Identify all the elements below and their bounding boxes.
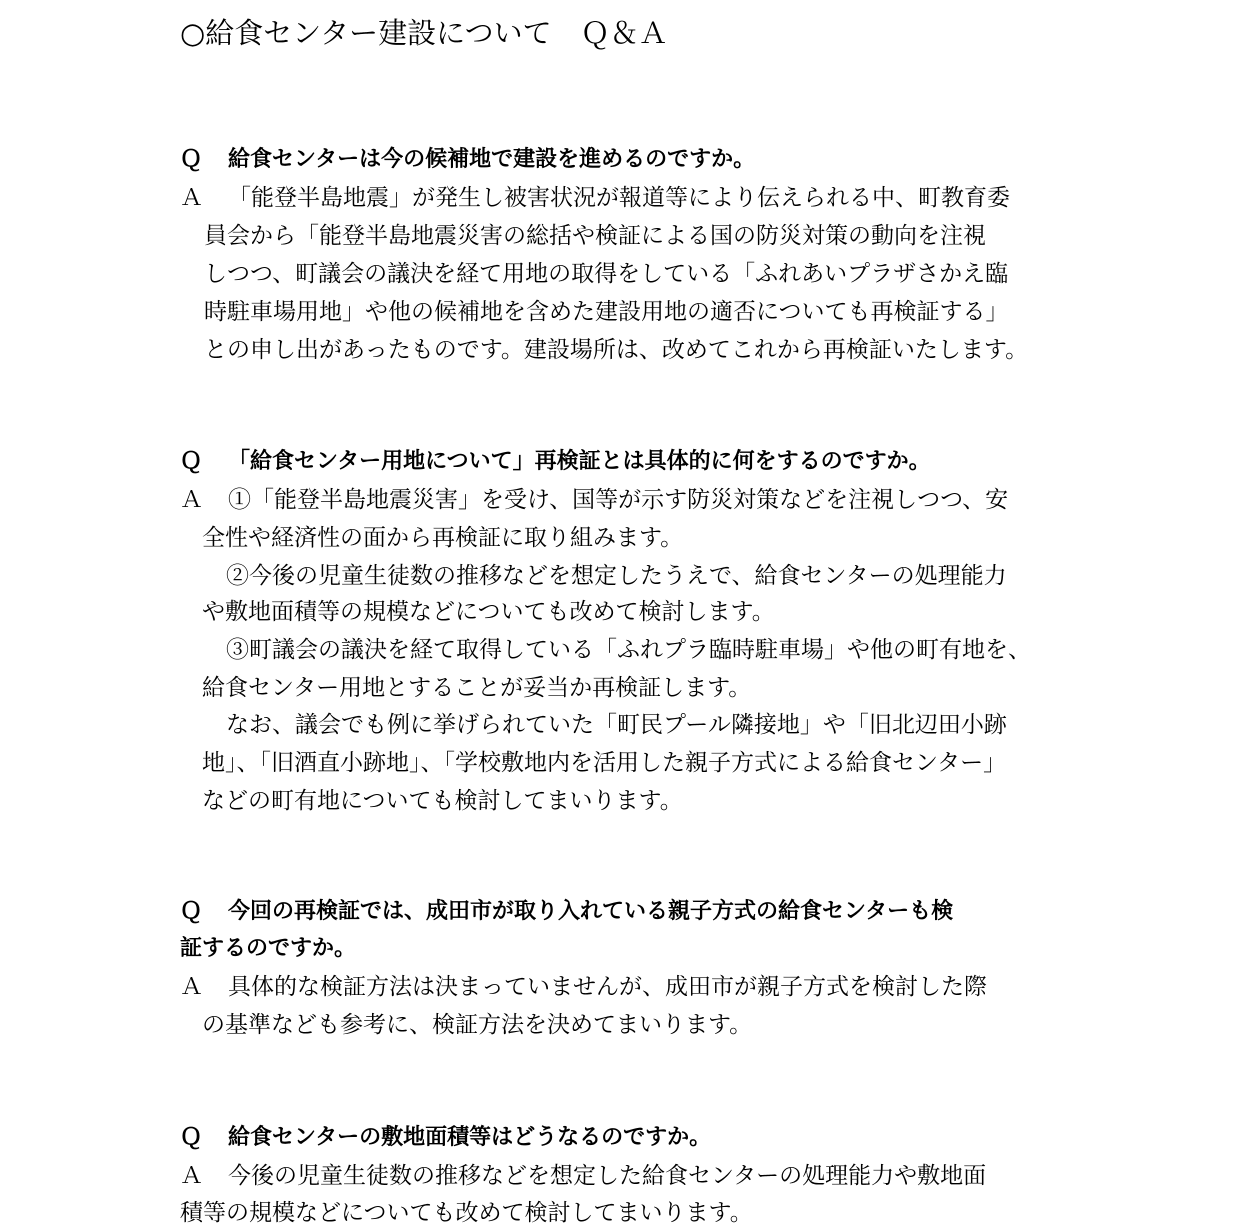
answer-3-line-2: の基準なども参考に、検証方法を決めてまいります。 [202,1012,753,1038]
question-1 [180,145,755,175]
question-3 [180,897,953,927]
page-title: ○給食センター建設について Ｑ＆Ａ [180,16,668,50]
answer-1-line-1 [180,183,1010,213]
answer-2-line-3: ②今後の児童生徒数の推移などを想定したうえで、給食センターの処理能力 [226,563,1007,589]
question-4 [180,1123,711,1153]
answer-label: Ａ [180,1163,203,1189]
answer-2-line-7: なお、議会でも例に挙げられていた「町民プール隣接地」や「旧北辺田小跡 [226,712,1007,738]
answer-2-line-8: 地」、「旧酒直小跡地」、「学校敷地内を活用した親子方式による給食センター」 [202,750,1007,776]
answer-1-line-5: との申し出があったものです。建設場所は、改めてこれから再検証いたします。 [204,337,1029,363]
answer-2-line-2: 全性や経済性の面から再検証に取り組みます。 [202,525,684,551]
answer-text: 具体的な検証方法は決まっていませんが、成田市が親子方式を検討した際 [228,974,987,1000]
answer-3-line-1 [180,972,987,1002]
answer-2-line-4: や敷地面積等の規模などについても改めて検討します。 [202,599,775,625]
question-label: Ｑ [180,449,203,474]
question-label: Ｑ [180,1125,203,1150]
answer-1-line-3: しつつ、町議会の議決を経て用地の取得をしている「ふれあいプラザさかえ臨 [204,261,1009,287]
answer-label: Ａ [180,487,203,513]
answer-2-line-9: などの町有地についても検討してまいります。 [202,788,683,814]
question-label: Ｑ [180,147,203,172]
question-label: Ｑ [180,899,203,924]
answer-2-line-5: ③町議会の議決を経て取得している「ふれプラ臨時駐車場」や他の町有地を、 [226,637,1031,663]
question-3-line-2: 証するのですか。 [180,936,357,961]
answer-2-line-1 [180,485,1008,515]
answer-text: 「能登半島地震」が発生し被害状況が報道等により伝えられる中、町教育委 [228,185,1010,211]
answer-label: Ａ [180,185,203,211]
question-text: 給食センターは今の候補地で建設を進めるのですか。 [228,147,756,172]
answer-text: ①「能登半島地震災害」を受け、国等が示す防災対策などを注視しつつ、安 [228,487,1009,513]
answer-4-line-2: 積等の規模などについても改めて検討してまいります。 [180,1200,753,1226]
answer-label: Ａ [180,974,203,1000]
answer-1-line-4: 時駐車場用地」や他の候補地を含めた建設用地の適否についても再検証する」 [204,299,1009,325]
answer-text: 今後の児童生徒数の推移などを想定した給食センターの処理能力や敷地面 [228,1163,987,1189]
question-text: 今回の再検証では、成田市が取り入れている親子方式の給食センターも検 [228,899,954,924]
question-text: 給食センターの敷地面積等はどうなるのですか。 [228,1125,712,1150]
answer-2-line-6: 給食センター用地とすることが妥当か再検証します。 [202,675,752,701]
question-2 [180,447,931,477]
answer-4-line-1 [180,1161,986,1191]
question-text: 「給食センター用地について」再検証とは具体的に何をするのですか。 [228,449,931,474]
answer-1-line-2: 員会から「能登半島地震災害の総括や検証による国の防災対策の動向を注視 [204,223,986,249]
